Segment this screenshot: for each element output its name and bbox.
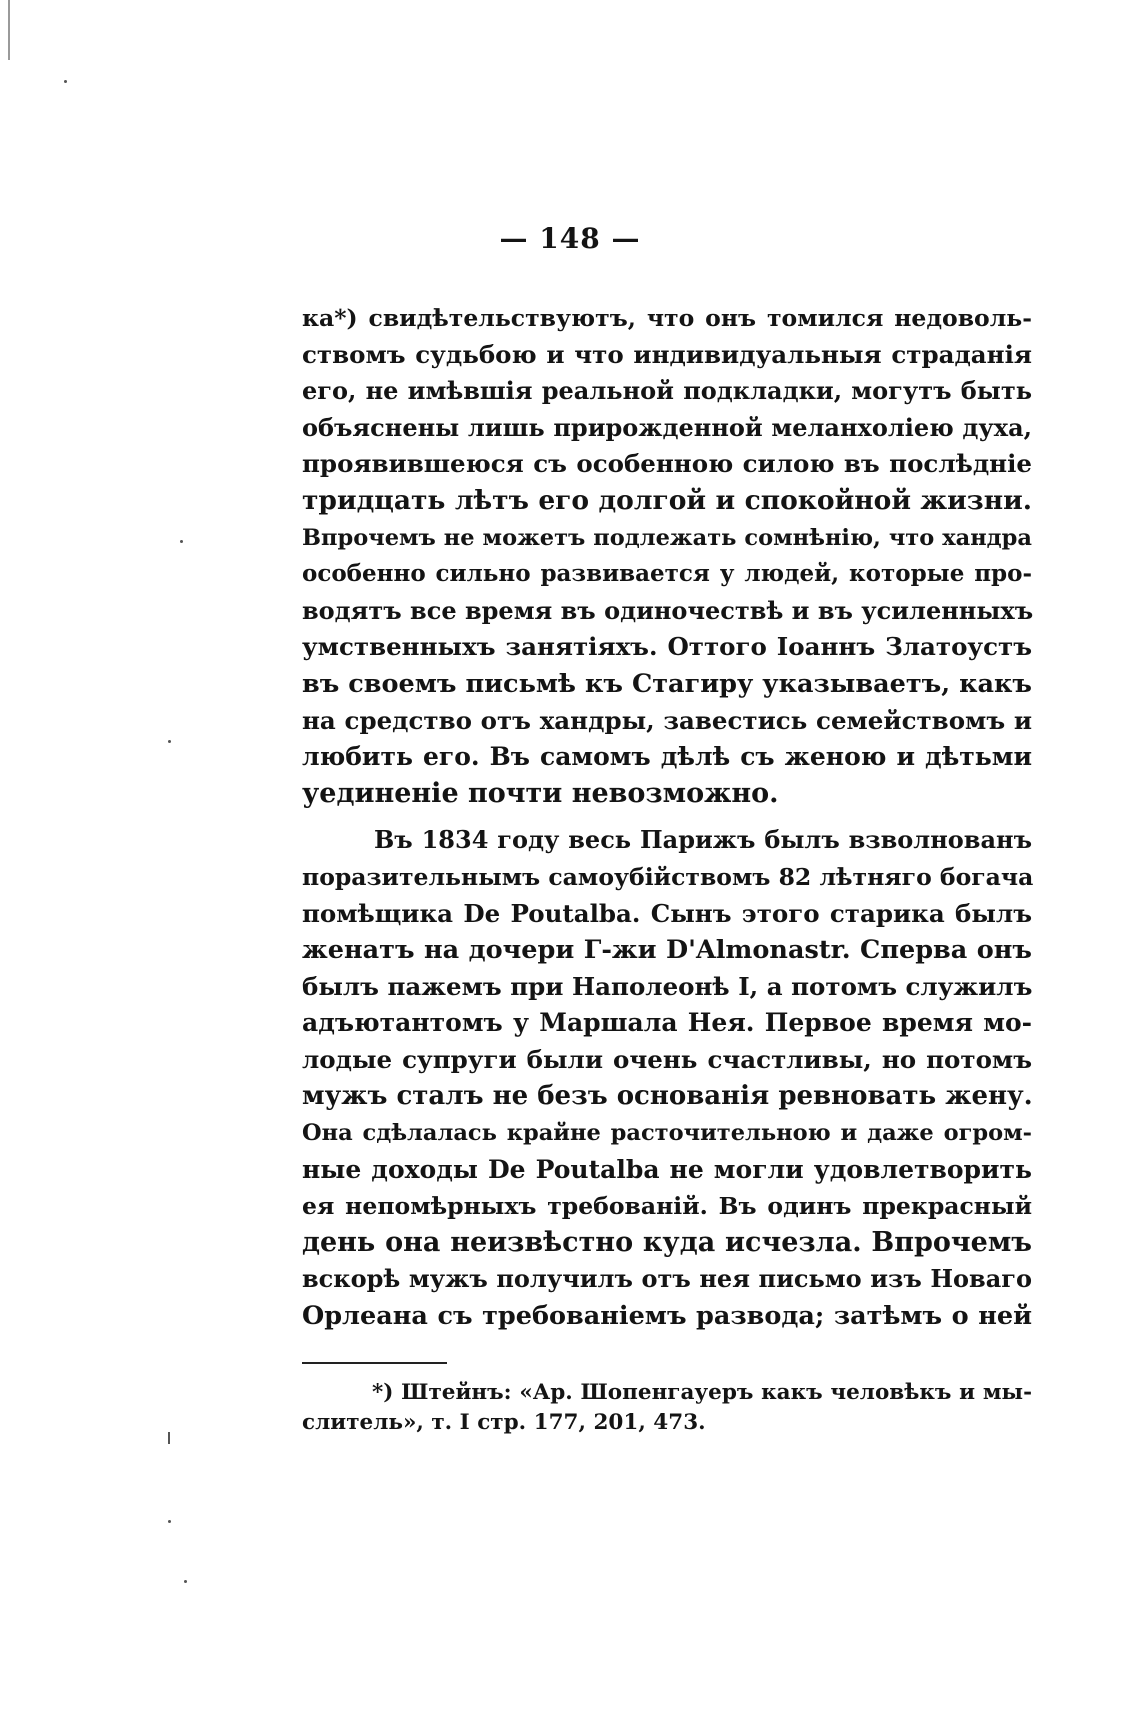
scan-speck (168, 1520, 171, 1523)
footnote-line: *) Штейнъ: «Ар. Шопенгауеръ какъ человѣкъ и мы- (372, 1380, 1032, 1405)
footnote-line: слитель», т. I стр. 177, 201, 473. (302, 1410, 706, 1435)
text-line: его, не имѣвшія реальной подкладки, могутъ быть (302, 376, 1032, 406)
footnote-divider (302, 1362, 447, 1364)
text-line: особенно сильно развивается у людей, которые про- (302, 560, 1032, 588)
text-line: адъютантомъ у Маршала Нея. Первое время мо- (302, 1008, 1032, 1038)
text-line: поразительнымъ самоубійствомъ 82 лѣтняго богача (302, 862, 1034, 891)
text-line: Впрочемъ не можетъ подлежать сомнѣнію, что хандра (302, 524, 1032, 551)
text-line: любить его. Въ самомъ дѣлѣ съ женою и дѣтьми (302, 742, 1032, 772)
text-line: уединеніе почти невозможно. (302, 777, 779, 809)
scan-edge-mark (8, 0, 10, 60)
text-line: лодые супруги были очень счастливы, но потомъ (302, 1044, 1032, 1074)
text-line: на средство отъ хандры, завестись семействомъ и (302, 705, 1032, 735)
paragraph-2 (302, 822, 1032, 1334)
text-line: мужъ сталъ не безъ основанія ревновать жену. (302, 1081, 1033, 1112)
text-line: тридцать лѣтъ его долгой и спокойной жизни. (302, 484, 1032, 516)
text-line: Въ 1834 году весь Парижъ былъ взволнованъ (374, 825, 1032, 855)
text-line: былъ пажемъ при Наполеонѣ I, а потомъ служилъ (302, 971, 1033, 1001)
text-line: женатъ на дочери Г-жи D'Almonastr. Сперва онъ (302, 935, 1032, 966)
text-line: вскорѣ мужъ получилъ отъ нея письмо изъ Новаго (302, 1264, 1032, 1294)
text-line: объяснены лишь прирожденной меланхоліею духа, (302, 412, 1032, 442)
text-line: Она сдѣлалась крайне расточительною и даже огром- (302, 1120, 1032, 1147)
text-line: ные доходы De Poutalba не могли удовлетворить (302, 1154, 1032, 1184)
page-number: — 148 — (499, 222, 641, 255)
paragraph-1 (302, 300, 1032, 812)
text-line: Орлеана съ требованіемъ развода; затѣмъ о ней (302, 1301, 1032, 1332)
scan-speck (168, 1432, 170, 1444)
text-line: ствомъ судьбою и что индивидуальныя страданія (302, 339, 1032, 369)
paragraph-gap (302, 812, 1032, 822)
text-line: умственныхъ занятіяхъ. Оттого Іоаннъ Златоустъ (302, 632, 1032, 662)
text-line: ка*) свидѣтельствуютъ, что онъ томился недоволь- (302, 304, 1032, 332)
text-line: помѣщика De Poutalba. Сынъ этого старика былъ (302, 898, 1032, 928)
scan-speck (64, 80, 67, 83)
footnote (302, 1378, 1032, 1438)
text-line: ея непомѣрныхъ требованій. Въ одинъ прекрасный (302, 1192, 1032, 1221)
scan-speck (184, 1580, 187, 1583)
scan-speck (168, 740, 171, 743)
text-line: проявившеюся съ особенною силою въ послѣдніе (302, 449, 1032, 479)
body-text (302, 300, 1032, 1335)
text-line: водятъ все время въ одиночествѣ и въ усиленныхъ (302, 595, 1034, 625)
text-line: день она неизвѣстно куда исчезла. Впрочемъ (302, 1226, 1032, 1258)
text-line: въ своемъ письмѣ къ Стагиру указываетъ, какъ (302, 668, 1032, 699)
scan-speck (180, 540, 183, 543)
